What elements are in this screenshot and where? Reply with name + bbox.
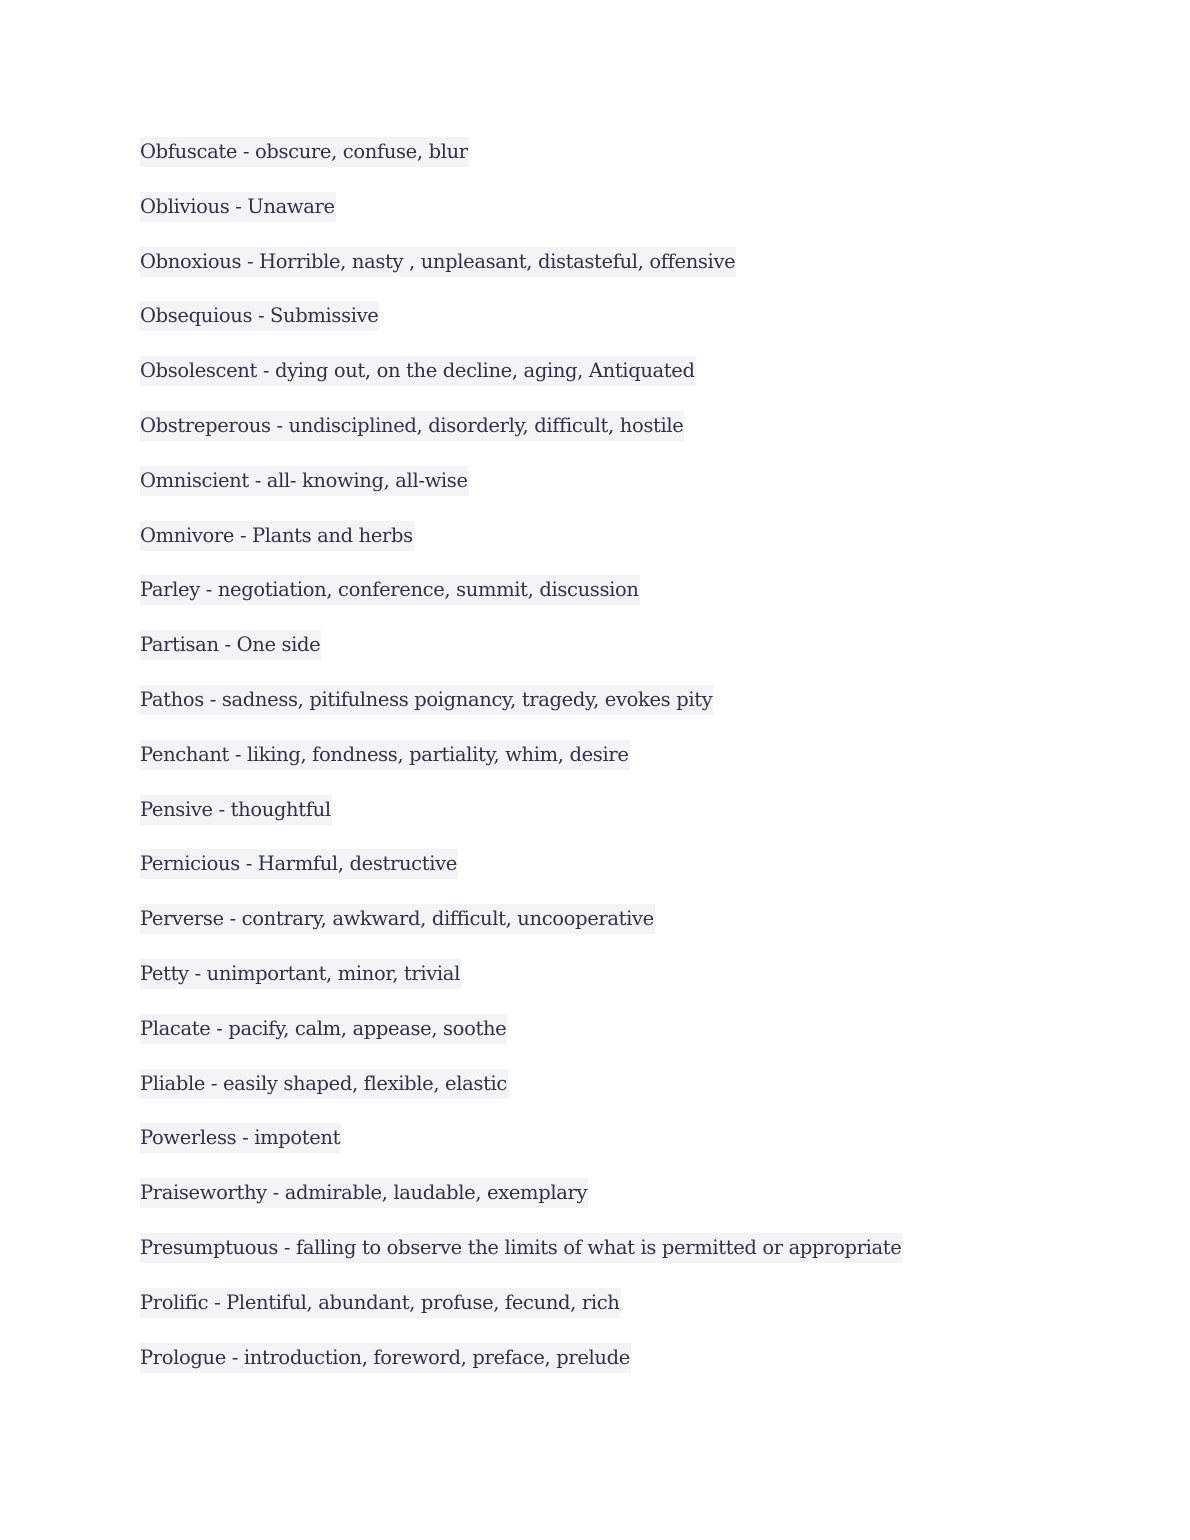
list-item — [140, 685, 902, 740]
list-item — [140, 192, 902, 247]
list-item — [140, 904, 902, 959]
entry-text: Parley - negotiation, conference, summit, discussion — [140, 575, 640, 605]
list-item — [140, 411, 902, 466]
entry-text: Pensive - thoughtful — [140, 795, 332, 825]
list-item — [140, 795, 902, 850]
list-item — [140, 466, 902, 521]
entry-text: Pliable - easily shaped, flexible, elastic — [140, 1069, 508, 1099]
entry-text: Omniscient - all- knowing, all-wise — [140, 466, 469, 496]
entry-text: Partisan - One side — [140, 630, 321, 660]
list-item — [140, 1178, 902, 1233]
entry-text: Perverse - contrary, awkward, difficult, uncooperative — [140, 904, 655, 934]
list-item — [140, 356, 902, 411]
list-item — [140, 1233, 902, 1288]
vocabulary-list — [140, 137, 902, 1397]
entry-text: Omnivore - Plants and herbs — [140, 521, 414, 551]
list-item — [140, 849, 902, 904]
entry-text: Presumptuous - falling to observe the limits of what is permitted or appropriate — [140, 1233, 902, 1263]
entry-text: Oblivious - Unaware — [140, 192, 336, 222]
entry-text: Pathos - sadness, pitifulness poignancy, tragedy, evokes pity — [140, 685, 713, 715]
list-item — [140, 301, 902, 356]
entry-text: Placate - pacify, calm, appease, soothe — [140, 1014, 507, 1044]
entry-text: Prolific - Plentiful, abundant, profuse, fecund, rich — [140, 1288, 621, 1318]
entry-text: Praiseworthy - admirable, laudable, exemplary — [140, 1178, 588, 1208]
list-item — [140, 247, 902, 302]
list-item — [140, 959, 902, 1014]
entry-text: Obfuscate - obscure, confuse, blur — [140, 137, 469, 167]
entry-text: Powerless - impotent — [140, 1123, 341, 1153]
list-item — [140, 1288, 902, 1343]
list-item — [140, 1343, 902, 1398]
list-item — [140, 1014, 902, 1069]
list-item — [140, 137, 902, 192]
list-item — [140, 740, 902, 795]
entry-text: Prologue - introduction, foreword, preface, prelude — [140, 1343, 631, 1373]
entry-text: Obsequious - Submissive — [140, 301, 379, 331]
list-item — [140, 575, 902, 630]
entry-text: Obstreperous - undisciplined, disorderly, difficult, hostile — [140, 411, 684, 441]
list-item — [140, 630, 902, 685]
entry-text: Obsolescent - dying out, on the decline, aging, Antiquated — [140, 356, 696, 386]
entry-text: Petty - unimportant, minor, trivial — [140, 959, 461, 989]
list-item — [140, 1069, 902, 1124]
entry-text: Obnoxious - Horrible, nasty , unpleasant, distasteful, offensive — [140, 247, 736, 277]
list-item — [140, 521, 902, 576]
entry-text: Pernicious - Harmful, destructive — [140, 849, 458, 879]
list-item — [140, 1123, 902, 1178]
entry-text: Penchant - liking, fondness, partiality, whim, desire — [140, 740, 630, 770]
